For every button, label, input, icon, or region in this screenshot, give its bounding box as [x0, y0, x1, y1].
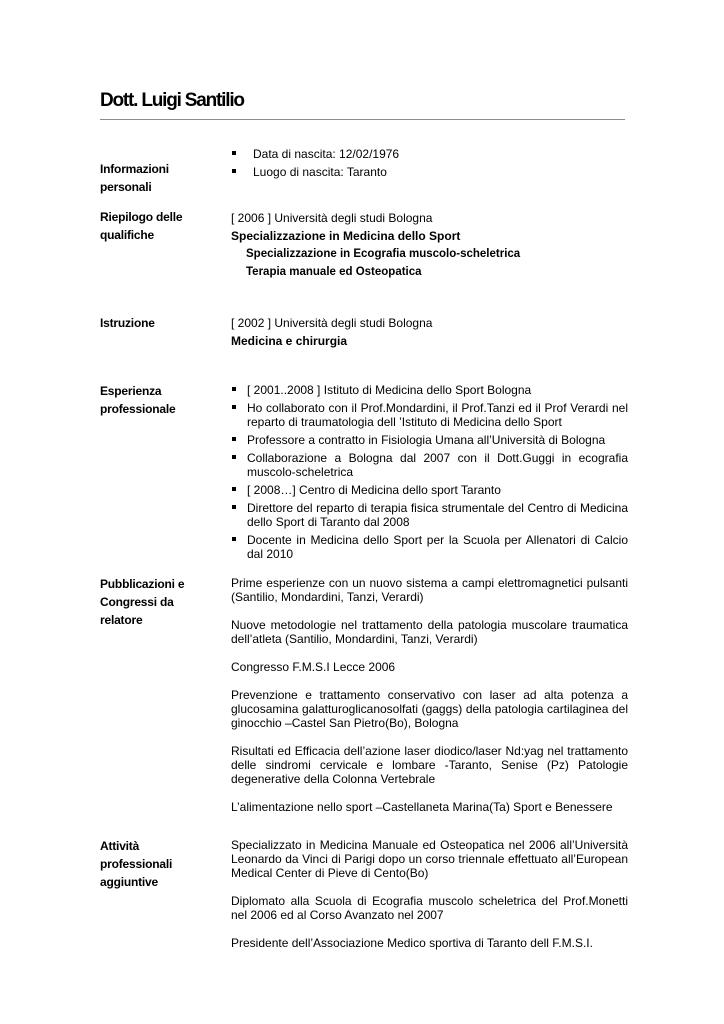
list-item: Professore a contratto in Fisiologia Umana all’Università di Bologna [231, 433, 628, 447]
pub-paragraph: Nuove metodologie nel trattamento della patologia muscolare traumatica dell’atleta (Santilio, Mondardini, Tanzi, Verardi) [231, 618, 628, 646]
pub-paragraph: Prevenzione e trattamento conservativo con laser ad alta potenza a glucosamina galatturoglicanosolfati (gaggs) della patologia cartilaginea del ginocchio –Castel San Pietro(Bo), Bologna [231, 688, 628, 730]
pub-paragraph: L’alimentazione nello sport –Castellaneta Marina(Ta) Sport e Benessere [231, 800, 613, 814]
pub-paragraph: Risultati ed Efficacia dell’azione laser diodico/laser Nd:yag nel trattamento delle sindromi cervicale e lombare -Taranto, Senise (Pz) Patologie degenerative della Colonna Vertebrale [231, 744, 628, 786]
section-label-qualifiche: Riepilogo delle qualifiche [100, 210, 183, 242]
list-item: Docente in Medicina dello Sport per la Scuola per Allenatori di Calcio dal 2010 [231, 533, 628, 561]
section-label-pubblicazioni: Pubblicazioni e Congressi da relatore [100, 577, 185, 627]
attivita-paragraph: Diplomato alla Scuola di Ecografia muscolo scheletrica del Prof.Monetti nel 2006 ed al Corso Avanzato nel 2007 [231, 894, 628, 922]
qualifica-line: [ 2006 ] Università degli studi Bologna [231, 211, 433, 225]
section-qualifiche [231, 209, 628, 281]
pub-paragraph: Congresso F.M.S.I Lecce 2006 [231, 660, 396, 674]
list-item: Data di nascita: 12/02/1976 [231, 147, 628, 161]
istruzione-line: Medicina e chirurgia [231, 334, 348, 348]
list-item: [ 2001..2008 ] Istituto di Medicina dello Sport Bologna [231, 383, 628, 397]
istruzione-line: [ 2002 ] Università degli studi Bologna [231, 316, 433, 330]
title-divider [100, 119, 625, 120]
list-item: Direttore del reparto di terapia fisica strumentale del Centro di Medicina dello Sport di Taranto dal 2008 [231, 501, 628, 529]
section-label-istruzione: Istruzione [100, 316, 155, 330]
section-label-esperienza: Esperienza professionale [100, 384, 176, 416]
document-title: Dott. Luigi Santilio [100, 90, 244, 111]
section-label-info: Informazioni personali [100, 162, 169, 194]
section-pubblicazioni [231, 576, 628, 828]
qualifica-line: Specializzazione in Ecografia muscolo-scheletrica [246, 248, 521, 260]
qualifica-line: Specializzazione in Medicina dello Sport [231, 229, 461, 243]
list-item: Collaborazione a Bologna dal 2007 con il Dott.Guggi in ecografia muscolo-scheletrica [231, 451, 628, 479]
qualifica-line: Terapia manuale ed Osteopatica [246, 266, 422, 278]
section-attivita [231, 838, 628, 964]
attivita-paragraph: Specializzato in Medicina Manuale ed Osteopatica nel 2006 all’Università Leonardo da Vinci di Parigi dopo un corso triennale effettuato all’European Medical Center di Pieve di Cento(Bo) [231, 838, 628, 880]
list-item: Luogo di nascita: Taranto [231, 165, 628, 179]
section-esperienza [231, 383, 628, 565]
section-istruzione [231, 314, 628, 350]
section-label-attivita: Attività professionali aggiuntive [100, 839, 173, 889]
section-info [231, 147, 628, 183]
attivita-paragraph: Presidente dell’Associazione Medico sportiva di Taranto dell F.M.S.I. [231, 936, 593, 950]
pub-paragraph: Prime esperienze con un nuovo sistema a campi elettromagnetici pulsanti (Santilio, Mondardini, Tanzi, Verardi) [231, 576, 628, 604]
list-item: [ 2008…] Centro di Medicina dello sport Taranto [231, 483, 628, 497]
list-item: Ho collaborato con il Prof.Mondardini, il Prof.Tanzi ed il Prof Verardi nel reparto di traumatologia dell ’Istituto di Medicina dello Sport [231, 401, 628, 429]
